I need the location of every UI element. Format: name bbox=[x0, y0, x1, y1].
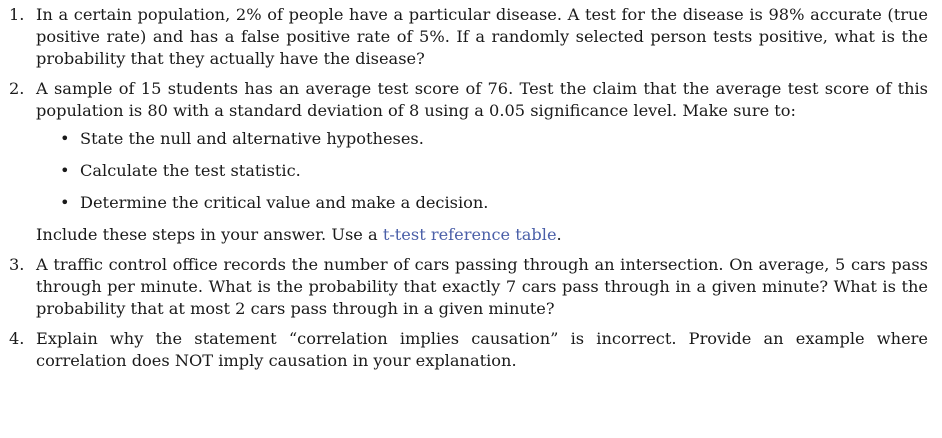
bullet-icon: • bbox=[60, 161, 70, 180]
problem-4 bbox=[9, 328, 928, 372]
instruction-text: Include these steps in your answer. Use a bbox=[36, 225, 378, 244]
instruction-period: . bbox=[556, 225, 562, 244]
problem-text: A traffic control office records the number of cars passing through an intersection. On average, 5 cars pass through per minute. What is the probability that exactly 7 cars pass through in a given minute? What is the probability that at most 2 cars pass through in a given minute? bbox=[36, 255, 928, 318]
problem-text: A sample of 15 students has an average test score of 76. Test the claim that the average test score of this population is 80 with a standard deviation of 8 using a 0.05 significance level. Make sure to: bbox=[36, 79, 928, 120]
bullet-text: State the null and alternative hypotheses. bbox=[80, 129, 424, 148]
bullet-text: Calculate the test statistic. bbox=[80, 161, 301, 180]
bullet-item bbox=[36, 128, 928, 150]
bullet-item bbox=[36, 192, 928, 214]
problem-list bbox=[9, 4, 928, 372]
problem-number: 4. bbox=[9, 329, 25, 348]
problem-text: In a certain population, 2% of people have a particular disease. A test for the disease is 98% accurate (true positive rate) and has a false positive rate of 5%. If a randomly selected person tests positive, what is the probability that they actually have the disease? bbox=[36, 5, 928, 68]
problem-number: 2. bbox=[9, 79, 25, 98]
problem-3 bbox=[9, 254, 928, 320]
problem-number: 1. bbox=[9, 5, 25, 24]
bullet-text: Determine the critical value and make a decision. bbox=[80, 193, 489, 212]
bullet-icon: • bbox=[60, 193, 70, 212]
problem-1 bbox=[9, 4, 928, 70]
problem-2 bbox=[9, 78, 928, 246]
bullet-list bbox=[36, 128, 928, 214]
instruction-line bbox=[36, 224, 928, 246]
problem-text: Explain why the statement “correlation implies causation” is incorrect. Provide an example where correlation does NOT imply causation in your explanation. bbox=[36, 329, 928, 370]
bullet-item bbox=[36, 160, 928, 182]
t-test-table-link[interactable]: t-test reference table bbox=[382, 225, 557, 244]
problem-number: 3. bbox=[9, 255, 25, 274]
bullet-icon: • bbox=[60, 129, 70, 148]
